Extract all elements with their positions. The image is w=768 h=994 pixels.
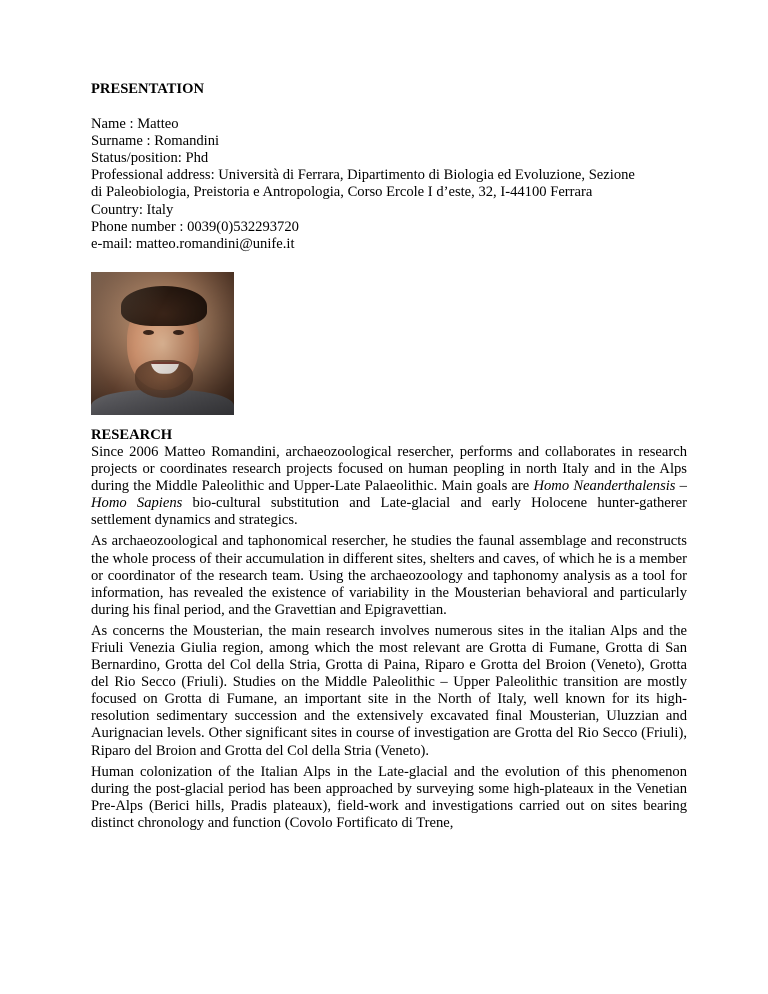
surname-line: Surname : Romandini <box>91 133 220 150</box>
address-line-2: di Paleobiologia, Preistoria e Antropologia, Corso Ercole I d’este, 32, I-44100 Ferrara <box>91 184 593 201</box>
research-paragraph-4: Human colonization of the Italian Alps in the Late-glacial and the evolution of this phenomenon during the post-glacial period has been approached by surveying some high-plateaux in the Venetian Pre-Alps (Berici hills, Pradis plateaux), field-work and investigations carried out on sites bearing distinct chronology and function (Covolo Fortificato di Trene, <box>91 763 687 831</box>
species-italic: Homo Neanderthalensis – Homo Sapiens <box>91 478 687 512</box>
research-paragraph-2: As archaeozoological and taphonomical resercher, he studies the faunal assemblage and reconstructs the whole process of their accumulation in different sites, shelters and caves, of which he is a member or coordinator of the research team. Using the archaeozoology and taphonomy analysis as a tool for information, has revealed the existence of variability in the Mousterian behavioral and particularly during his final period, and the Gravettian and Epigravettian. <box>91 533 687 618</box>
address-line-1: Professional address: Università di Ferrara, Dipartimento di Biologia ed Evoluzione, Sezione <box>91 167 635 184</box>
email-line: e-mail: matteo.romandini@unife.it <box>91 235 295 252</box>
portrait-photo <box>91 272 234 415</box>
research-paragraph-1: Since 2006 Matteo Romandini, archaeozoological resercher, performs and collaborates in research projects or coordinates research projects focused on human peopling in north Italy and in the Alps during the Middle Paleolithic and Upper-Late Palaeolithic. Main goals are Homo Neanderthalensis – Homo Sapiens bio-cultural substitution and Late-glacial and early Holocene hunter-gatherer settlement dynamics and strategics. <box>91 443 687 529</box>
research-heading: RESEARCH <box>91 426 173 443</box>
document-page <box>91 81 687 836</box>
phone-line: Phone number : 0039(0)532293720 <box>91 218 299 235</box>
research-paragraph-3: As concerns the Mousterian, the main research involves numerous sites in the italian Alps and the Friuli Venezia Giulia region, among which the most relevant are Grotta di Fumane, Grotta di San Bernardino, Grotta del Col della Stria, Grotta di Paina, Riparo e Grotta del Broion (Veneto), Grotta del Rio Secco (Friuli). Studies on the Middle Paleolithic – Upper Paleolithic transition are mostly focused on Grotta di Fumane, an important site in the North of Italy, well known for its high-resolution sedimentary succession and the extensively excavated final Mousterian, Uluzzian and Aurignacian levels. Other significant sites in course of investigation are Grotta del Rio Secco (Friuli), Riparo del Broion and Grotta del Col della Stria (Veneto). <box>91 622 687 759</box>
country-line: Country: Italy <box>91 201 174 218</box>
status-line: Status/position: Phd <box>91 150 209 167</box>
presentation-heading: PRESENTATION <box>91 81 204 97</box>
name-line: Name : Matteo <box>91 116 179 133</box>
